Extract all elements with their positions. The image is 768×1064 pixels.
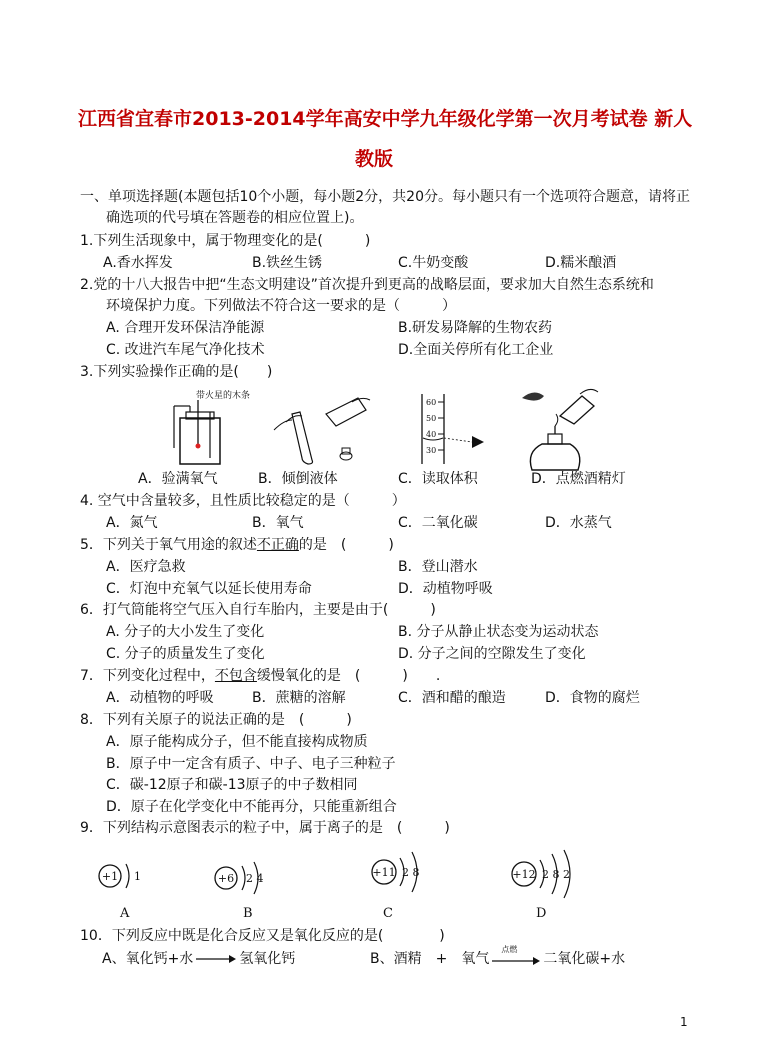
- q7-option-c: C．酒和醋的酿造: [398, 690, 506, 706]
- q1-stem: 1.下列生活现象中，属于物理变化的是( ): [80, 233, 371, 249]
- reaction-arrow-icon: [491, 956, 541, 966]
- q3-option-c: C．读取体积: [398, 471, 478, 487]
- q3-figure-d: [520, 386, 600, 472]
- q6-option-c: C. 分子的质量发生了变化: [106, 646, 265, 662]
- q8-option-d: D．原子在化学变化中不能再分，只能重新组合: [106, 799, 397, 815]
- q2-stem-line1: 2.党的十八大报告中把“生态文明建设”首次提升到更高的战略层面，要求加大自然生态系统和: [80, 277, 654, 293]
- reaction-condition-arrow: 点燃: [491, 950, 541, 968]
- q9-diagram-b: [210, 850, 286, 906]
- reaction-arrow-icon: [195, 954, 237, 964]
- q9-label-d: D: [536, 906, 547, 921]
- q9-b-nucleus: +6: [217, 872, 235, 885]
- q7-stem: 7．下列变化过程中，不包含缓慢氧化的是 ( ) .: [80, 668, 441, 684]
- q7-option-a: A．动植物的呼吸: [106, 690, 214, 706]
- q3-figure-c: [410, 392, 490, 466]
- ruler-tick-30: 30: [426, 446, 437, 455]
- q3-splint-label: 带火星的木条: [196, 391, 250, 401]
- q10-stem: 10．下列反应中既是化合反应又是氧化反应的是( ): [80, 928, 445, 944]
- q5-underlined-term: 不正确: [256, 537, 299, 553]
- q9-label-b: B: [243, 906, 253, 921]
- q6-option-b: B. 分子从静止状态变为运动状态: [398, 624, 599, 640]
- q4-option-b: B．氧气: [252, 515, 304, 531]
- q2-option-c: C. 改进汽车尾气净化技术: [106, 342, 265, 358]
- q10-option-a: A、氧化钙+水 氢氧化钙: [102, 951, 296, 967]
- section-instructions-line2: 确选项的代号填在答题卷的相应位置上)。: [106, 210, 364, 226]
- q9-d-nucleus: +12: [512, 868, 536, 881]
- doc-title-line1: 江西省宜春市2013-2014学年高安中学九年级化学第一次月考试卷 新人: [78, 108, 693, 130]
- q8-option-c: C．碳-12原子和碳-13原子的中子数相同: [106, 777, 358, 793]
- q2-option-d: D.全面关停所有化工企业: [398, 342, 554, 358]
- q5-option-d: D．动植物呼吸: [398, 581, 493, 597]
- q6-stem: 6．打气筒能将空气压入自行车胎内，主要是由于( ): [80, 602, 436, 618]
- q1-option-a: A.香水挥发: [103, 255, 173, 271]
- q4-option-a: A．氮气: [106, 515, 158, 531]
- section-instructions-line1: 一、单项选择题(本题包括10个小题，每小题2分，共20分。每小题只有一个选项符合题意，请将正: [80, 189, 690, 205]
- q8-option-a: A．原子能构成分子，但不能直接构成物质: [106, 734, 368, 750]
- q1-option-d: D.糯米酿酒: [545, 255, 617, 271]
- q3-figure-b: [266, 390, 376, 466]
- q1-option-b: B.铁丝生锈: [252, 255, 323, 271]
- q2-option-b: B.研发易降解的生物农药: [398, 320, 553, 336]
- q9-c-nucleus: +11: [372, 866, 396, 879]
- q5-option-c: C．灯泡中充氧气以延长使用寿命: [106, 581, 312, 597]
- q5-option-a: A．医疗急救: [106, 559, 186, 575]
- q9-diagram-a: [96, 850, 156, 906]
- q3-option-b: B．倾倒液体: [258, 471, 338, 487]
- q4-option-d: D．水蒸气: [545, 515, 612, 531]
- q3-option-a: A．验满氧气: [138, 471, 218, 487]
- q3-option-d: D．点燃酒精灯: [531, 471, 626, 487]
- q4-option-c: C．二氧化碳: [398, 515, 478, 531]
- q9-diagram-c: [366, 846, 446, 906]
- ruler-tick-50: 50: [426, 414, 437, 423]
- q2-option-a: A. 合理开发环保洁净能源: [106, 320, 265, 336]
- q5-stem: 5．下列关于氧气用途的叙述不正确的是 ( ): [80, 537, 394, 553]
- q7-option-b: B．蔗糖的溶解: [252, 690, 346, 706]
- q4-stem: 4. 空气中含量较多，且性质比较稳定的是（ ）: [80, 493, 406, 509]
- page-number: 1: [680, 1015, 688, 1029]
- q9-stem: 9．下列结构示意图表示的粒子中，属于离子的是 ( ): [80, 820, 450, 836]
- ruler-tick-40: 40: [426, 430, 437, 439]
- q3-stem: 3.下列实验操作正确的是( ): [80, 364, 273, 380]
- q10-option-b: B、酒精 + 氧气 点燃 二氧化碳+水: [370, 945, 626, 967]
- q9-label-a: A: [120, 906, 130, 921]
- q9-d-shells: 2 8 2: [542, 868, 570, 881]
- q6-option-d: D. 分子之间的空隙发生了变化: [398, 646, 586, 662]
- q5-option-b: B．登山潜水: [398, 559, 478, 575]
- q2-stem-line2: 环境保护力度。下列做法不符合这一要求的是（ ）: [106, 298, 456, 314]
- q6-option-a: A. 分子的大小发生了变化: [106, 624, 265, 640]
- q7-option-d: D．食物的腐烂: [545, 690, 640, 706]
- q9-a-shells: 1: [134, 870, 141, 883]
- q1-option-c: C.牛奶变酸: [398, 255, 469, 271]
- q9-b-shells: 2 4: [246, 872, 264, 885]
- q9-label-c: C: [383, 906, 393, 921]
- q9-a-nucleus: +1: [101, 870, 119, 883]
- doc-title-line2: 教版: [355, 148, 394, 170]
- q9-diagram-d: [506, 846, 596, 906]
- q8-stem: 8．下列有关原子的说法正确的是 ( ): [80, 712, 352, 728]
- q3-figure-a: [168, 386, 250, 468]
- q7-underlined-term: 不包含: [214, 668, 257, 684]
- q8-option-b: B．原子中一定含有质子、中子、电子三种粒子: [106, 756, 396, 772]
- q9-c-shells: 2 8: [402, 866, 420, 879]
- ruler-tick-60: 60: [426, 398, 437, 407]
